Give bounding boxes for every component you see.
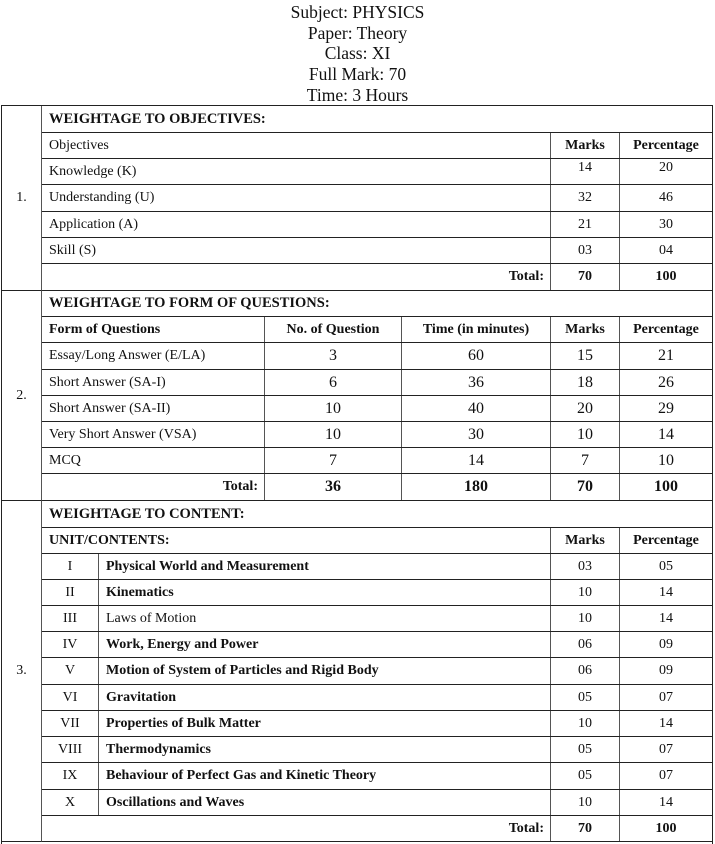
time-minutes: 40	[401, 396, 550, 421]
unit-percentage: 07	[619, 737, 712, 762]
total-percentage: 100	[619, 816, 712, 841]
total-label: Total:	[508, 820, 544, 836]
class-line: Class: XI	[324, 43, 391, 63]
total-time: 180	[401, 474, 550, 500]
unit-percentage: 05	[619, 554, 712, 579]
table-row	[42, 685, 712, 711]
unit-title: Thermodynamics	[98, 737, 550, 762]
unit-title: Oscillations and Waves	[98, 790, 550, 815]
unit-number: IX	[62, 768, 78, 783]
unit-marks: 10	[550, 580, 619, 605]
unit-percentage: 07	[619, 685, 712, 710]
unit-marks: 06	[550, 658, 619, 684]
objective-label: Knowledge (K)	[49, 163, 137, 179]
table-row	[42, 554, 712, 580]
unit-title: Behaviour of Perfect Gas and Kinetic Theory	[98, 763, 550, 789]
form-label: MCQ	[49, 452, 81, 468]
unit-marks: 05	[550, 763, 619, 789]
unit-marks: 06	[550, 632, 619, 657]
col-objectives: Objectives	[49, 137, 109, 153]
unit-number: X	[64, 794, 76, 810]
unit-percentage: 14	[619, 711, 712, 736]
unit-percentage: 14	[619, 606, 712, 631]
total-label: Total:	[222, 479, 258, 494]
full-mark-line: Full Mark: 70	[308, 64, 407, 84]
questions-count: 10	[264, 422, 401, 447]
unit-marks: 05	[550, 737, 619, 762]
objective-marks: 32	[550, 185, 619, 211]
unit-marks: 10	[550, 790, 619, 815]
form-marks: 20	[550, 396, 619, 421]
total-marks: 70	[550, 474, 619, 500]
table-row	[42, 711, 712, 737]
col-time: Time (in minutes)	[401, 317, 550, 342]
form-label: Short Answer (SA-I)	[49, 374, 166, 390]
form-percentage: 10	[619, 448, 712, 473]
form-label: Essay/Long Answer (E/LA)	[49, 348, 206, 363]
table-row	[42, 238, 712, 264]
col-percentage: Percentage	[619, 528, 712, 553]
unit-percentage: 14	[619, 580, 712, 605]
time-minutes: 36	[401, 370, 550, 395]
unit-title: Properties of Bulk Matter	[98, 711, 550, 736]
col-marks: Marks	[550, 317, 619, 342]
col-marks: Marks	[550, 528, 619, 553]
table-row	[42, 159, 712, 185]
section-2-title-row	[42, 291, 712, 317]
unit-number: VII	[60, 715, 80, 731]
unit-number: I	[67, 558, 73, 574]
col-no-of-question: No. of Question	[264, 317, 401, 342]
table-row	[42, 632, 712, 658]
unit-percentage: 14	[619, 790, 712, 815]
unit-marks: 10	[550, 606, 619, 631]
time-minutes: 30	[401, 422, 550, 447]
unit-number: VIII	[57, 741, 83, 757]
form-marks: 18	[550, 370, 619, 395]
table-row	[42, 448, 712, 474]
table-row	[42, 396, 712, 422]
questions-count: 7	[264, 448, 401, 473]
objective-percentage: 20	[619, 159, 712, 184]
total-questions: 36	[264, 474, 401, 500]
questions-count: 3	[264, 343, 401, 369]
unit-marks: 03	[550, 554, 619, 579]
table-row	[42, 185, 712, 212]
objective-marks: 03	[550, 238, 619, 263]
objective-label: Skill (S)	[49, 242, 97, 258]
unit-title: Gravitation	[98, 685, 550, 710]
unit-percentage: 09	[619, 658, 712, 684]
objective-percentage: 46	[619, 185, 712, 211]
time-line: Time: 3 Hours	[306, 85, 409, 105]
objective-percentage: 04	[619, 238, 712, 263]
table-row	[42, 658, 712, 685]
unit-title: Physical World and Measurement	[98, 554, 550, 579]
unit-number: II	[65, 584, 75, 600]
unit-number: IV	[62, 636, 78, 652]
col-percentage: Percentage	[619, 133, 712, 158]
form-marks: 10	[550, 422, 619, 447]
section-1-number: 1.	[2, 106, 42, 291]
objective-marks: 21	[550, 212, 619, 237]
objective-label: Understanding (U)	[49, 190, 155, 205]
table-row	[42, 370, 712, 396]
section-2-header-row	[42, 317, 712, 343]
section-1-header-row	[42, 133, 712, 159]
questions-count: 6	[264, 370, 401, 395]
form-percentage: 14	[619, 422, 712, 447]
subject-line: Subject: PHYSICS	[290, 2, 425, 22]
table-row	[42, 606, 712, 632]
form-percentage: 21	[619, 343, 712, 369]
form-label: Very Short Answer (VSA)	[49, 426, 197, 442]
table-row	[42, 212, 712, 238]
table-row	[42, 343, 712, 370]
section-3-title-row	[42, 501, 712, 528]
unit-title: Laws of Motion	[98, 606, 550, 631]
time-minutes: 60	[401, 343, 550, 369]
section-3-title: WEIGHTAGE TO CONTENT:	[49, 505, 245, 522]
col-marks: Marks	[550, 133, 619, 158]
section-2-number: 2.	[2, 291, 42, 501]
blueprint-table	[1, 105, 713, 844]
table-row	[42, 422, 712, 448]
form-percentage: 26	[619, 370, 712, 395]
table-row	[42, 737, 712, 763]
section-3-total-row	[42, 816, 712, 842]
section-1-total-row	[42, 264, 712, 291]
unit-title: Kinematics	[98, 580, 550, 605]
questions-count: 10	[264, 396, 401, 421]
total-percentage: 100	[619, 264, 712, 290]
table-row	[42, 580, 712, 606]
unit-percentage: 09	[619, 632, 712, 657]
unit-marks: 05	[550, 685, 619, 710]
form-label: Short Answer (SA-II)	[49, 400, 171, 416]
objective-percentage: 30	[619, 212, 712, 237]
unit-marks: 10	[550, 711, 619, 736]
section-3-header-row	[42, 528, 712, 554]
total-marks: 70	[550, 264, 619, 290]
table-row	[42, 763, 712, 790]
objective-marks: 14	[550, 159, 619, 184]
section-1-title: WEIGHTAGE TO OBJECTIVES:	[49, 110, 266, 127]
table-row	[42, 790, 712, 816]
objective-label: Application (A)	[49, 216, 139, 232]
col-unit-contents: UNIT/CONTENTS:	[49, 532, 170, 548]
unit-percentage: 07	[619, 763, 712, 789]
total-percentage: 100	[619, 474, 712, 500]
section-1-title-row	[42, 106, 712, 133]
total-label: Total:	[508, 269, 544, 284]
unit-number: V	[64, 663, 76, 678]
unit-title: Work, Energy and Power	[98, 632, 550, 657]
form-marks: 7	[550, 448, 619, 473]
time-minutes: 14	[401, 448, 550, 473]
col-form-of-questions: Form of Questions	[49, 321, 161, 337]
col-percentage: Percentage	[619, 317, 712, 342]
form-percentage: 29	[619, 396, 712, 421]
unit-number: III	[63, 610, 77, 626]
form-marks: 15	[550, 343, 619, 369]
total-marks: 70	[550, 816, 619, 841]
section-3-number: 3.	[2, 501, 42, 842]
unit-number: VI	[62, 689, 78, 705]
unit-title: Motion of System of Particles and Rigid Body	[98, 658, 550, 684]
paper-line: Paper: Theory	[307, 23, 408, 43]
section-2-total-row	[42, 474, 712, 501]
section-2-title: WEIGHTAGE TO FORM OF QUESTIONS:	[49, 295, 330, 311]
